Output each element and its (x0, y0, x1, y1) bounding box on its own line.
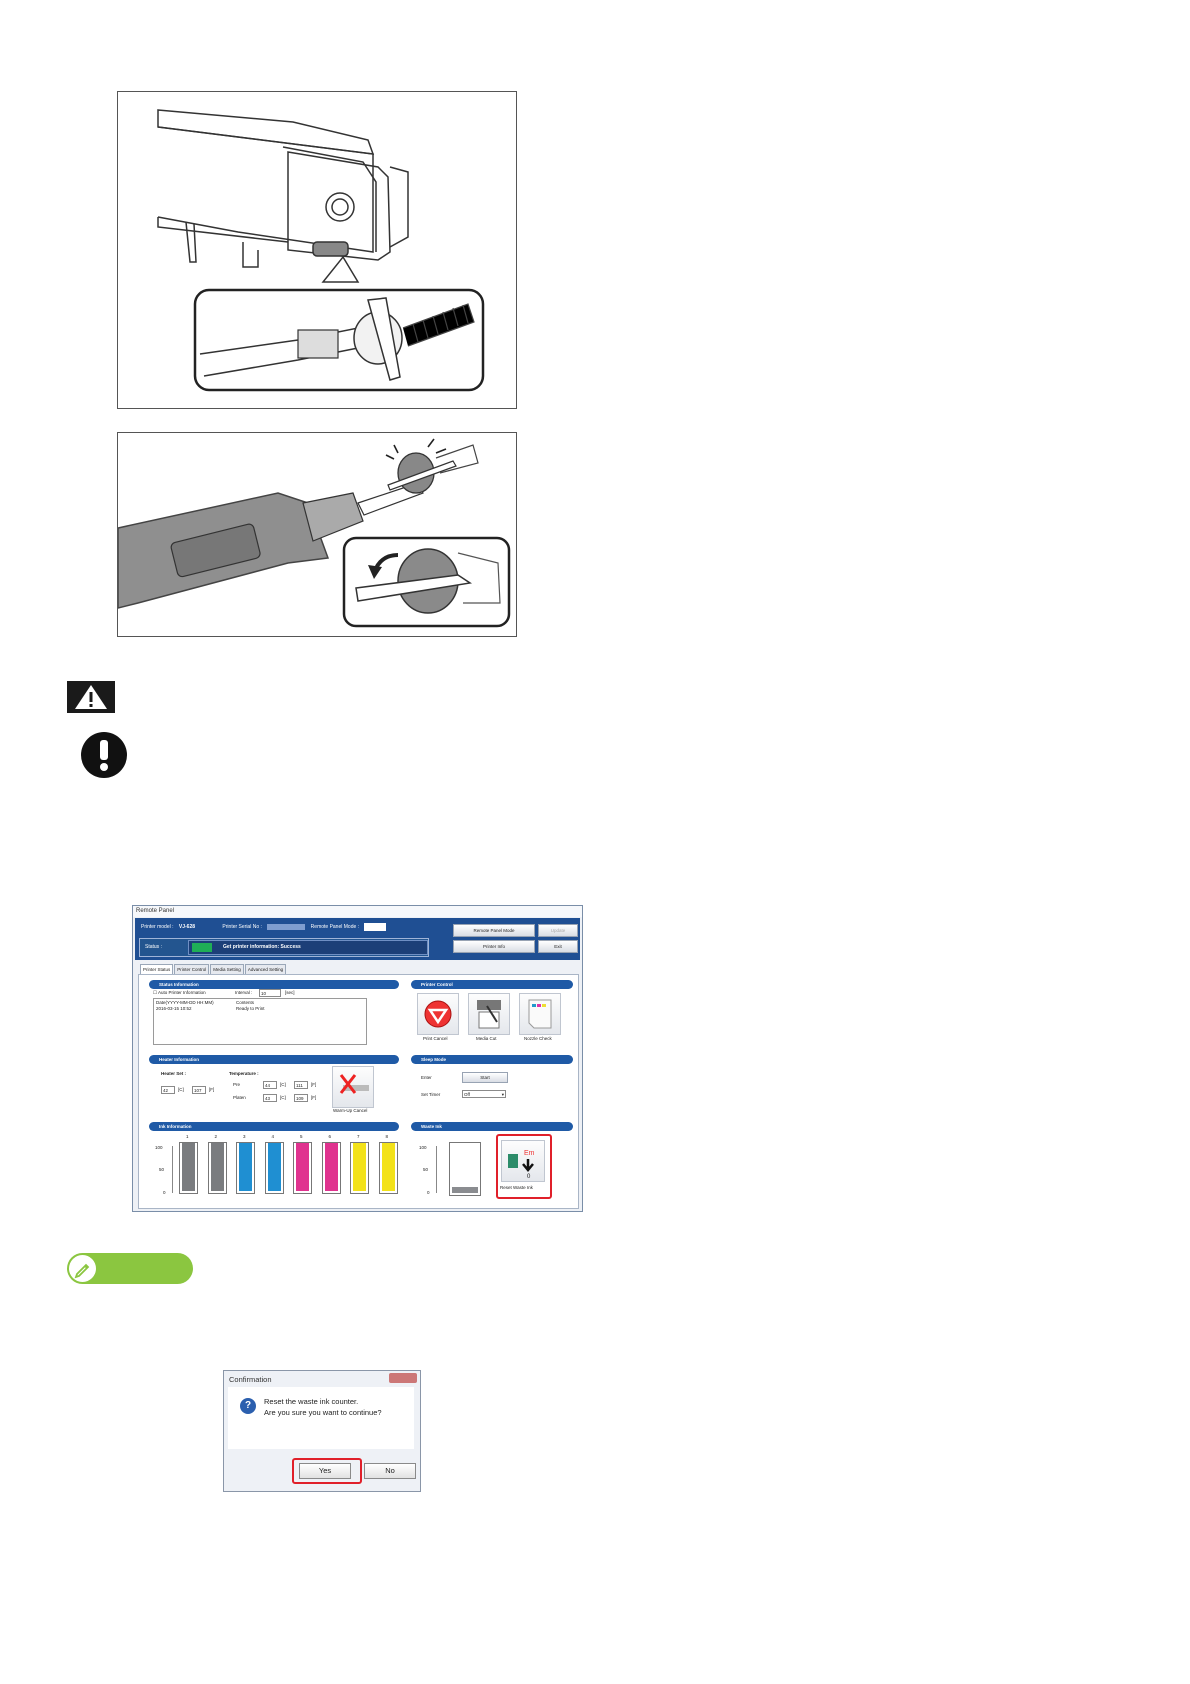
ink-information-header: Ink Information (149, 1122, 399, 1131)
printer-drain-illustration (118, 92, 516, 408)
auto-info-checkbox[interactable]: ☐ Auto Printer Information (153, 990, 206, 995)
nozzle-check-button[interactable] (519, 993, 561, 1035)
ink-level-fill (239, 1143, 252, 1191)
pre-temp-f: 111 (294, 1081, 308, 1089)
set-timer-value: Off (464, 1092, 470, 1097)
platen-label: Platen (233, 1095, 246, 1100)
set-timer-label: Set Timer (421, 1092, 441, 1097)
figure-valve-turn (117, 432, 517, 637)
ink-axis-0: 0 (163, 1190, 166, 1195)
status-led (192, 943, 212, 952)
print-cancel-button[interactable] (417, 993, 459, 1035)
tab-advanced-setting[interactable]: Advanced Setting (245, 964, 286, 974)
status-display (188, 940, 428, 955)
no-button[interactable]: No (364, 1463, 416, 1479)
window-title: Remote Panel (133, 906, 582, 917)
ink-level-fill (353, 1143, 366, 1191)
status-label: Status : (145, 944, 162, 950)
heater-set-c[interactable]: 42 (161, 1086, 175, 1094)
ink-axis-50: 50 (159, 1167, 165, 1172)
svg-text:Em: Em (524, 1150, 535, 1157)
pre-f-unit: [F] (311, 1082, 317, 1087)
status-row (139, 938, 429, 957)
reset-waste-ink-label: Reset Waste Ink (500, 1185, 533, 1190)
ink-axis-line (172, 1146, 173, 1193)
header-bar (135, 918, 580, 960)
ink-slot-number: 2 (214, 1134, 218, 1139)
ink-slot-number: 8 (385, 1134, 389, 1139)
ink-level-fill (211, 1143, 224, 1191)
log-row-date: 2016-03-15 10:52 (156, 1006, 192, 1011)
ink-axis-100: 100 (155, 1145, 163, 1150)
ink-level-fill (382, 1143, 395, 1191)
printer-model-value: VJ-628 (178, 924, 196, 931)
reset-waste-ink-icon (502, 1141, 544, 1181)
heater-set-f[interactable]: 107 (192, 1086, 206, 1094)
log-row-contents: Ready to Print (236, 1006, 265, 1011)
tab-media-setting[interactable]: Media Setting (210, 964, 244, 974)
dialog-title: Confirmation (229, 1375, 272, 1384)
chevron-down-icon: ▾ (501, 1092, 504, 1097)
sleep-start-button[interactable]: Start (462, 1072, 508, 1083)
ink-cartridge-gauge (350, 1142, 369, 1194)
ink-cartridge-gauge (379, 1142, 398, 1194)
ink-cartridge-gauge (265, 1142, 284, 1194)
interval-unit: [sec] (285, 990, 295, 995)
heater-set-f-unit: [F] (209, 1087, 215, 1092)
printer-info-row (141, 923, 390, 931)
serial-label: Printer Serial No : (222, 924, 262, 931)
valve-turn-illustration (118, 433, 516, 636)
print-cancel-icon (418, 994, 458, 1034)
log-col-contents: Contents (236, 1000, 255, 1005)
nozzle-check-label: Nozzle Check (524, 1036, 552, 1041)
serial-value-masked (267, 924, 305, 930)
warmup-cancel-icon (333, 1067, 373, 1107)
mandatory-action-icon (80, 731, 128, 779)
waste-axis-50: 50 (423, 1167, 429, 1172)
printer-status-panel (138, 974, 579, 1209)
ink-cartridge-gauge (179, 1142, 198, 1194)
note-badge (67, 1253, 193, 1284)
log-col-date: Date(YYYY-MM-DD HH:MM) (156, 1000, 214, 1005)
remote-panel-window (132, 905, 583, 1212)
waste-ink-level (452, 1187, 478, 1193)
pre-c-unit: [C] (280, 1082, 286, 1087)
ink-cartridge-gauge (322, 1142, 341, 1194)
ink-level-fill (296, 1143, 309, 1191)
platen-c-unit: [C] (280, 1095, 286, 1100)
tab-printer-status[interactable]: Printer Status (140, 964, 173, 974)
note-pencil-icon (69, 1255, 96, 1282)
sleep-mode-header: Sleep Mode (411, 1055, 573, 1064)
ink-cartridge-gauge (293, 1142, 312, 1194)
heater-set-c-unit: [C] (178, 1087, 184, 1092)
temperature-label: Temperature : (229, 1071, 259, 1076)
platen-temp-f: 109 (294, 1094, 308, 1102)
waste-axis-100: 100 (419, 1145, 427, 1150)
question-icon: ? (240, 1398, 256, 1414)
ink-cartridge-gauge (208, 1142, 227, 1194)
dialog-message-line1: Reset the waste ink counter. (264, 1397, 359, 1406)
interval-input[interactable]: 10 (259, 989, 281, 997)
platen-temp-c: 43 (263, 1094, 277, 1102)
dialog-message-line2: Are you sure you want to continue? (264, 1408, 382, 1417)
tab-printer-control[interactable]: Printer Control (174, 964, 209, 974)
status-text: Get printer information: Success (223, 944, 301, 950)
ink-slot-number: 6 (328, 1134, 332, 1139)
svg-text:0: 0 (527, 1174, 531, 1180)
remote-panel-mode-label: Remote Panel Mode : (310, 924, 360, 931)
heater-information-header: Heater Information (149, 1055, 399, 1064)
status-log-table (153, 998, 367, 1045)
waste-ink-gauge (449, 1142, 481, 1196)
remote-panel-mode-value (364, 923, 386, 931)
exit-button[interactable]: Exit (538, 940, 578, 953)
print-cancel-label: Print Cancel (423, 1036, 448, 1041)
heater-set-label: Heater Set : (161, 1071, 187, 1076)
printer-info-button[interactable]: Printer Info (453, 940, 535, 953)
close-button[interactable] (389, 1373, 417, 1383)
set-timer-select[interactable] (462, 1090, 506, 1098)
platen-f-unit: [F] (311, 1095, 317, 1100)
yes-button[interactable]: Yes (299, 1463, 351, 1479)
ink-slot-number: 1 (186, 1134, 189, 1139)
status-information-header: Status Information (149, 980, 399, 989)
media-cut-button[interactable] (468, 993, 510, 1035)
ink-slot-number: 3 (243, 1134, 246, 1139)
ink-slot-number: 7 (357, 1134, 360, 1139)
ink-cartridge-gauge (236, 1142, 255, 1194)
printer-control-header: Printer Control (411, 980, 573, 989)
media-cut-icon (469, 994, 509, 1034)
ink-level-fill (325, 1143, 338, 1191)
ink-level-fill (182, 1143, 195, 1191)
printer-model-label: Printer model : (141, 924, 174, 931)
auto-info-label: Auto Printer Information (158, 990, 206, 995)
remote-panel-mode-button[interactable]: Remote Panel Mode (453, 924, 535, 937)
waste-ink-header: Waste Ink (411, 1122, 573, 1131)
warmup-cancel-button[interactable] (332, 1066, 374, 1108)
waste-axis-line (436, 1146, 437, 1193)
interval-label: Interval : (235, 990, 253, 995)
pre-temp-c: 44 (263, 1081, 277, 1089)
sleep-enter-label: Enter (421, 1075, 432, 1080)
ink-slot-number: 5 (300, 1134, 303, 1139)
ink-slot-number: 4 (271, 1134, 275, 1139)
ink-level-fill (268, 1143, 281, 1191)
nozzle-check-icon (520, 994, 560, 1034)
pre-label: Pre (233, 1082, 241, 1087)
update-button[interactable]: Update (538, 924, 578, 937)
figure-printer-drain-tube (117, 91, 517, 409)
waste-axis-0: 0 (427, 1190, 430, 1195)
warning-icon (67, 681, 115, 713)
warmup-cancel-label: Warm-Up Cancel (333, 1108, 368, 1113)
reset-waste-ink-button[interactable] (501, 1140, 545, 1182)
confirmation-dialog (223, 1370, 421, 1492)
tab-bar (140, 964, 287, 974)
media-cut-label: Media Cut (476, 1036, 497, 1041)
